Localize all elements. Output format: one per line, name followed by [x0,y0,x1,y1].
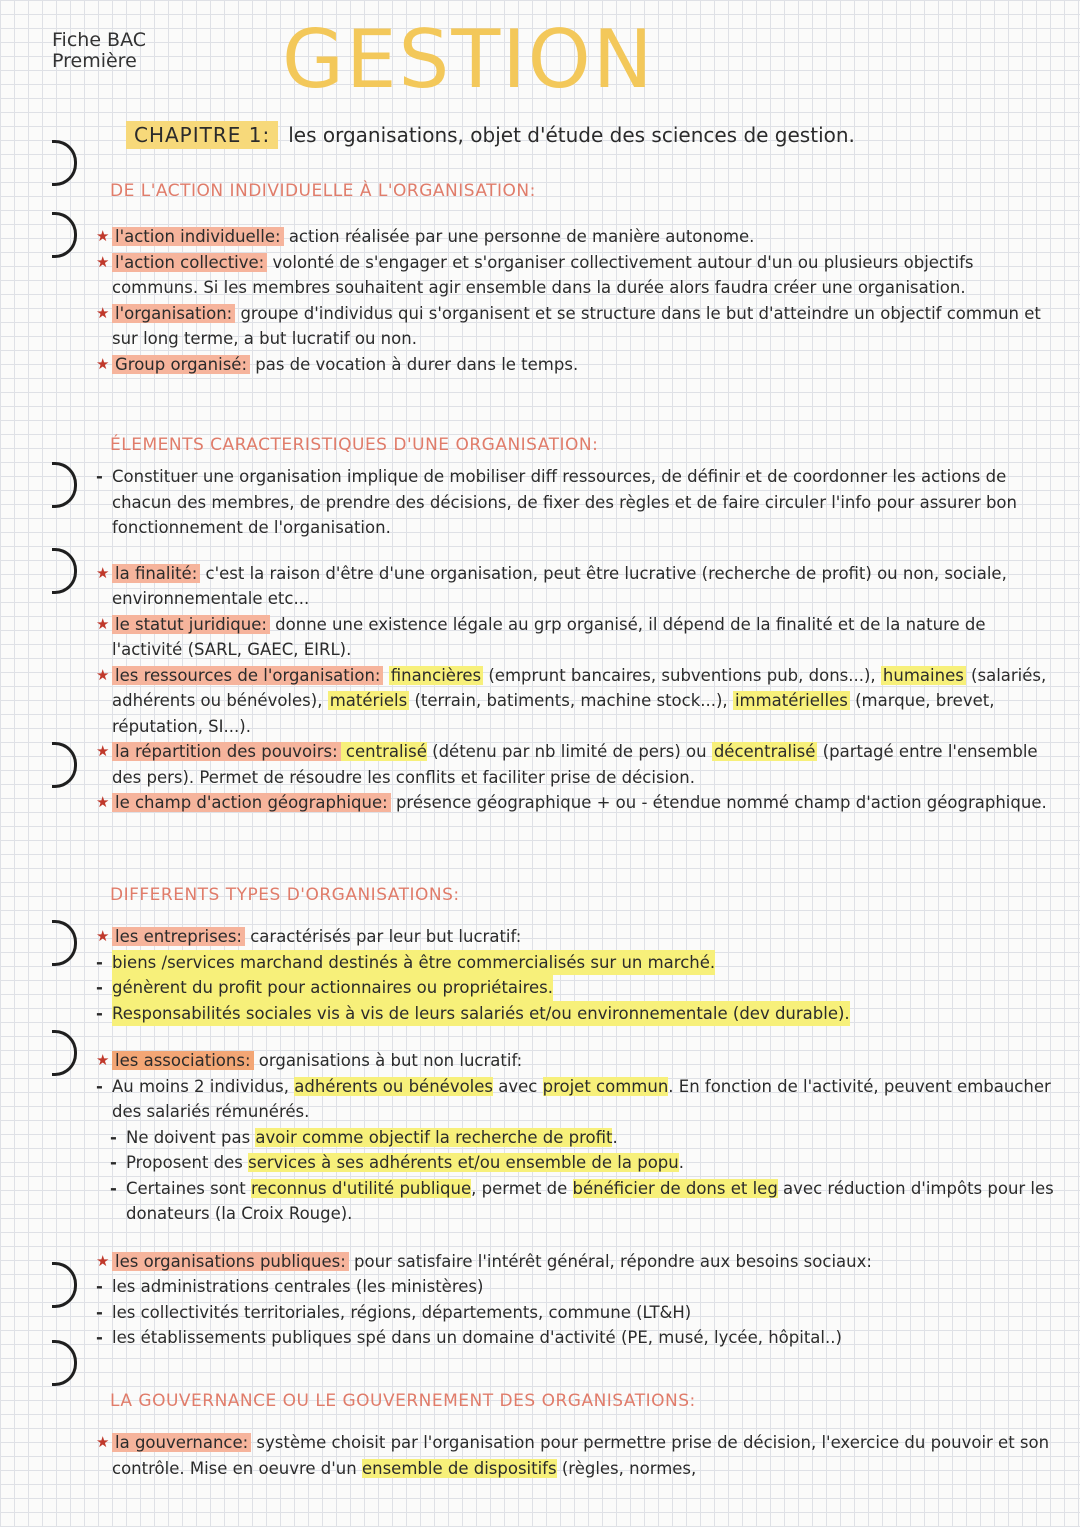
highlight: projet commun [542,1076,669,1096]
term: la répartition des pouvoirs: [112,742,341,761]
highlight: avoir comme objectif la recherche de profit [255,1127,613,1147]
sub-text: avec réduction d'impôts pour les donateurs (la Croix Rouge). [126,1178,1054,1223]
corner-line-2: Première [52,50,137,72]
sub-item [96,975,1054,1001]
sub-text: . [678,1153,684,1172]
sub-text: Responsabilités sociales vis à vis de leurs salariés et/ou environnementale (dev durable). [112,1001,850,1027]
binder-hole [52,1262,77,1308]
sub-text: avec [493,1076,543,1096]
list-item [96,924,1054,950]
list-item [96,1048,1054,1074]
dash-marker: - [96,467,103,486]
star-icon: ★ [96,614,110,633]
section-heading: ÉLEMENTS CARACTERISTIQUES D'UNE ORGANISATION: [110,435,599,455]
definition: organisations à but non lucratif: [253,1051,523,1070]
list-item [96,663,1054,740]
binder-hole [52,1340,77,1386]
list-item [96,352,1054,378]
sub-text: . [612,1127,618,1147]
page-title: GESTION [282,13,655,106]
highlight: matériels [329,691,408,710]
sub-text: Au moins 2 individus, [112,1076,295,1096]
list-item [96,224,1054,250]
star-icon: ★ [96,927,110,945]
binder-holes [0,0,80,1527]
dash-marker: - [110,1153,117,1172]
star-icon: ★ [96,1251,110,1270]
definition: donne une existence légale au grp organisé, il dépend de la finalité et de la nature de l'activité (SARL, GAEC, EIRL). [112,614,986,659]
definition: pas de vocation à durer dans le temps. [250,354,579,374]
dash-marker: - [96,1003,103,1023]
dash-marker: - [96,1277,103,1296]
sub-item [96,1300,1054,1326]
dash-marker: - [96,978,103,997]
term: l'action collective: [112,253,267,272]
definition: (terrain, batiments, machine stock...), [409,691,728,710]
highlight: humaines [882,665,964,685]
dash-marker: - [96,1328,103,1347]
sub-text: les administrations centrales (les ministères) [112,1277,484,1296]
sub-text: génèrent du profit pour actionnaires ou propriétaires. [112,975,553,1001]
definition: (salariés, adhérents ou bénévoles), [112,665,1047,710]
sub-item [96,1150,1054,1176]
highlight: immatérielles [734,691,848,710]
highlight: adhérents ou bénévoles [294,1076,494,1096]
intro-text: Constituer une organisation implique de mobiliser diff ressources, de définir et de coordonner les actions de chacun des membres, de prendre des décisions, de fixer des règles et de faire circuler l'info pour assurer bon fonctionnement de l'organisation. [112,467,1017,537]
list-item [96,739,1054,790]
term: la gouvernance: [112,1433,251,1452]
dash-marker: - [96,952,103,972]
intro-paragraph [96,464,1054,541]
term: l'action individuelle: [112,227,284,246]
corner-line-1: Fiche BAC [52,29,147,51]
sub-item [96,1325,1054,1351]
dash-marker: - [110,1178,117,1198]
highlight: décentralisé [713,742,816,761]
star-icon: ★ [96,1051,110,1069]
term: les organisations publiques: [112,1252,349,1271]
term: la finalité: [112,564,200,583]
list-item [96,790,1054,816]
list-item [96,612,1054,663]
sub-text: les établissements publiques spé dans un domaine d'activité (PE, musé, lycée, hôpital..) [112,1328,842,1347]
sub-item [96,1274,1054,1300]
sub-text: les collectivités territoriales, régions, départements, commune (LT&H) [112,1302,692,1322]
definition: (règles, normes, [556,1458,697,1478]
term: Group organisé: [112,355,250,374]
dash-marker: - [96,1076,103,1096]
star-icon: ★ [96,252,110,271]
sub-text: , permet de [471,1178,573,1198]
sub-item [96,950,1054,976]
star-icon: ★ [96,354,110,373]
highlight: reconnus d'utilité publique [250,1178,472,1198]
definition: action réalisée par une personne de manière autonome. [283,227,755,246]
sub-text: . En fonction de l'activité, peuvent embaucher des salariés rémunérés. [112,1076,1051,1121]
definition: (marque, brevet, réputation, SI...). [112,691,995,736]
definition: pour satisfaire l'intérêt général, répondre aux besoins sociaux: [348,1251,872,1271]
term: les ressources de l'organisation: [112,666,383,685]
chapter-heading [126,118,1026,152]
highlight: services à ses adhérents et/ou ensemble de la popu [248,1153,679,1172]
term: les associations: [112,1051,254,1070]
binder-hole [52,548,77,594]
highlight: bénéficier de dons et leg [572,1178,778,1198]
list-item [96,1249,1054,1275]
list-item [96,561,1054,612]
binder-hole [52,1030,77,1076]
section-elements-caracteristiques [96,432,1054,816]
definition: volonté de s'engager et s'organiser collectivement autour d'un ou plusieurs objectifs communs. Si les membres souhaitent agir ensemble dans la durée alors faudra créer une organisation. [112,252,974,297]
star-icon: ★ [96,665,110,684]
binder-hole [52,742,77,788]
dash-marker: - [110,1127,117,1147]
term: le champ d'action géographique: [112,793,391,812]
binder-hole [52,212,77,258]
section-heading: LA GOUVERNANCE OU LE GOUVERNEMENT DES ORGANISATIONS: [110,1391,696,1411]
definition: (détenu par nb limité de pers) ou [426,742,712,761]
section-heading: DE L'ACTION INDIVIDUELLE À L'ORGANISATION: [110,181,536,201]
highlight: ensemble de dispositifs [361,1458,557,1478]
sub-item [96,1125,1054,1151]
dash-marker: - [96,1302,103,1322]
term: le statut juridique: [112,615,270,634]
list-item [96,301,1054,352]
definition: (emprunt bancaires, subventions pub, dons...), [483,665,876,685]
section-gouvernance [96,1388,1054,1481]
term: l'organisation: [112,304,235,323]
highlight: financières [390,665,482,685]
highlight: centralisé [340,742,427,761]
star-icon: ★ [96,793,110,811]
chapter-label: CHAPITRE 1: [126,121,278,149]
definition: groupe d'individus qui s'organisent et se structure dans le but d'atteindre un objectif commun et sur long terme, a but lucratif ou non. [112,303,1041,348]
sub-item [96,1001,1054,1027]
chapter-title: les organisations, objet d'étude des sciences de gestion. [288,123,855,147]
sub-item [96,1176,1054,1227]
star-icon: ★ [96,563,110,582]
binder-hole [52,140,77,186]
sub-text: biens /services marchand destinés à être commercialisés sur un marché. [112,950,715,976]
sub-item [96,1074,1054,1125]
definition: système choisit par l'organisation pour permettre prise de décision, l'exercice du pouvoir et son contrôle. Mise en oeuvre d'un [112,1433,1050,1478]
definition: caractérisés par leur but lucratif: [244,927,522,946]
list-item [96,250,1054,301]
binder-hole [52,462,77,508]
star-icon: ★ [96,303,110,322]
term: les entreprises: [112,927,245,946]
section-types-organisations [96,882,1054,1351]
section-heading: DIFFERENTS TYPES D'ORGANISATIONS: [110,885,460,905]
star-icon: ★ [96,227,110,245]
section-action-organisation [96,178,1054,377]
sub-text: Ne doivent pas [126,1127,256,1147]
star-icon: ★ [96,742,110,760]
list-item [96,1430,1054,1481]
definition: c'est la raison d'être d'une organisation, peut être lucrative (recherche de profit) ou non, sociale, environnementale etc... [112,563,1007,608]
star-icon: ★ [96,1433,110,1451]
definition: présence géographique + ou - étendue nommé champ d'action géographique. [390,793,1047,812]
definition: (partagé entre l'ensemble des pers). Permet de résoudre les conflits et faciliter prise de décision. [112,742,1038,787]
sub-text: Certaines sont [126,1178,251,1198]
corner-note [52,30,146,72]
sub-text: Proposent des [126,1153,249,1172]
binder-hole [52,920,77,966]
